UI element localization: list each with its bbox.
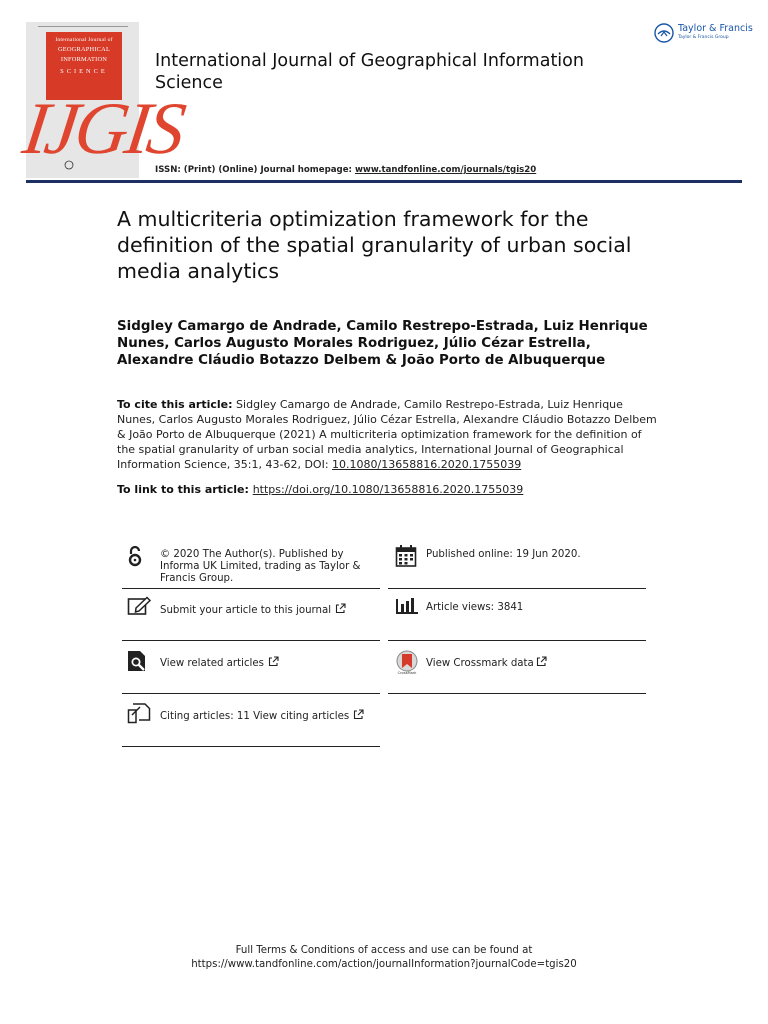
journal-cover-image[interactable] <box>18 22 188 178</box>
cover-rule <box>38 26 128 31</box>
published-date: Published online: 19 Jun 2020. <box>426 549 581 560</box>
publisher-logo-icon <box>654 23 674 43</box>
cover-publisher-logo <box>64 160 104 172</box>
external-link-icon <box>268 656 279 667</box>
issn-line <box>155 165 536 175</box>
cover-line2: GEOGRAPHICAL <box>57 46 111 53</box>
cover-acronym: IJGIS <box>18 88 188 170</box>
divider <box>388 640 646 641</box>
open-access-icon <box>127 545 143 567</box>
link-label: To link to this article: <box>117 483 253 496</box>
external-link-icon <box>353 709 364 720</box>
related-articles-link[interactable] <box>160 656 385 670</box>
divider <box>122 746 380 747</box>
external-link-icon <box>335 603 346 614</box>
publisher-sub: Taylor & Francis Group <box>678 35 729 40</box>
external-link-icon <box>536 656 547 667</box>
header-divider <box>26 180 742 183</box>
submit-article-link[interactable] <box>160 603 385 617</box>
calendar-icon <box>395 544 417 568</box>
cover-line3: INFORMATION <box>60 56 108 63</box>
article-authors: Sidgley Camargo de Andrade, Camilo Restrepo-Estrada, Luiz Henrique Nunes, Carlos Augusto Morales Rodriguez, Júlio Cézar Estrella, Alexandre Cláudio Botazzo Delbem & João Porto de Albuquerque <box>117 319 648 368</box>
publisher-name: Taylor & Francis <box>678 23 753 34</box>
crossmark-badge[interactable] <box>395 650 419 678</box>
footer <box>0 944 768 972</box>
footer-terms-link[interactable]: https://www.tandfonline.com/action/journalInformation?journalCode=tgis20 <box>191 959 577 970</box>
submit-article-label: Submit your article to this journal <box>160 605 332 616</box>
journal-title: International Journal of Geographical Information Science <box>155 51 584 93</box>
related-articles-icon <box>127 650 149 672</box>
citing-articles-icon <box>127 702 151 724</box>
citation-block <box>117 397 657 472</box>
divider <box>122 588 380 589</box>
edit-icon <box>127 596 151 616</box>
citing-articles-link[interactable] <box>160 709 385 723</box>
crossmark-icon <box>395 650 419 672</box>
cover-line4: SCIENCE <box>60 68 108 75</box>
citing-articles-label: Citing articles: 11 View citing articles <box>160 711 350 722</box>
article-views: Article views: 3841 <box>426 602 524 613</box>
link-block <box>117 482 657 497</box>
divider <box>122 693 380 694</box>
article-title: A multicriteria optimization framework for the definition of the spatial granularity of urban social media analytics <box>117 207 632 283</box>
cite-text: Sidgley Camargo de Andrade, Camilo Restrepo-Estrada, Luiz Henrique Nunes, Carlos Augusto Morales Rodriguez, Júlio Cézar Estrella, Alexandre Cláudio Botazzo Delbem & João Porto de Albuquerque (2021) A multicriteria optimization framework for the definition of the spatial granularity of urban social media analytics, International Journal of Geographical Information Science, 35:1, 43-62, DOI: <box>117 398 657 471</box>
bar-chart-icon <box>395 597 419 615</box>
cite-label: To cite this article: <box>117 398 233 411</box>
publisher-logo[interactable] <box>654 22 754 46</box>
crossmark-badge-text: CrossMark <box>397 671 417 675</box>
crossmark-link[interactable] <box>426 656 646 670</box>
footer-terms-text: Full Terms & Conditions of access and use can be found at <box>235 945 533 956</box>
article-url-link[interactable]: https://doi.org/10.1080/13658816.2020.1755039 <box>252 483 524 496</box>
license-text: © 2020 The Author(s). Published by Informa UK Limited, trading as Taylor & Francis Group. <box>160 549 361 584</box>
crossmark-label: View Crossmark data <box>426 658 534 669</box>
journal-homepage-link[interactable]: www.tandfonline.com/journals/tgis20 <box>354 165 537 175</box>
related-articles-label: View related articles <box>160 658 264 669</box>
doi-link[interactable]: 10.1080/13658816.2020.1755039 <box>332 458 522 471</box>
cover-line1: International Journal of <box>55 37 113 43</box>
divider <box>122 640 380 641</box>
divider <box>388 693 646 694</box>
issn-label: ISSN: (Print) (Online) Journal homepage: <box>155 165 355 175</box>
divider <box>388 588 646 589</box>
